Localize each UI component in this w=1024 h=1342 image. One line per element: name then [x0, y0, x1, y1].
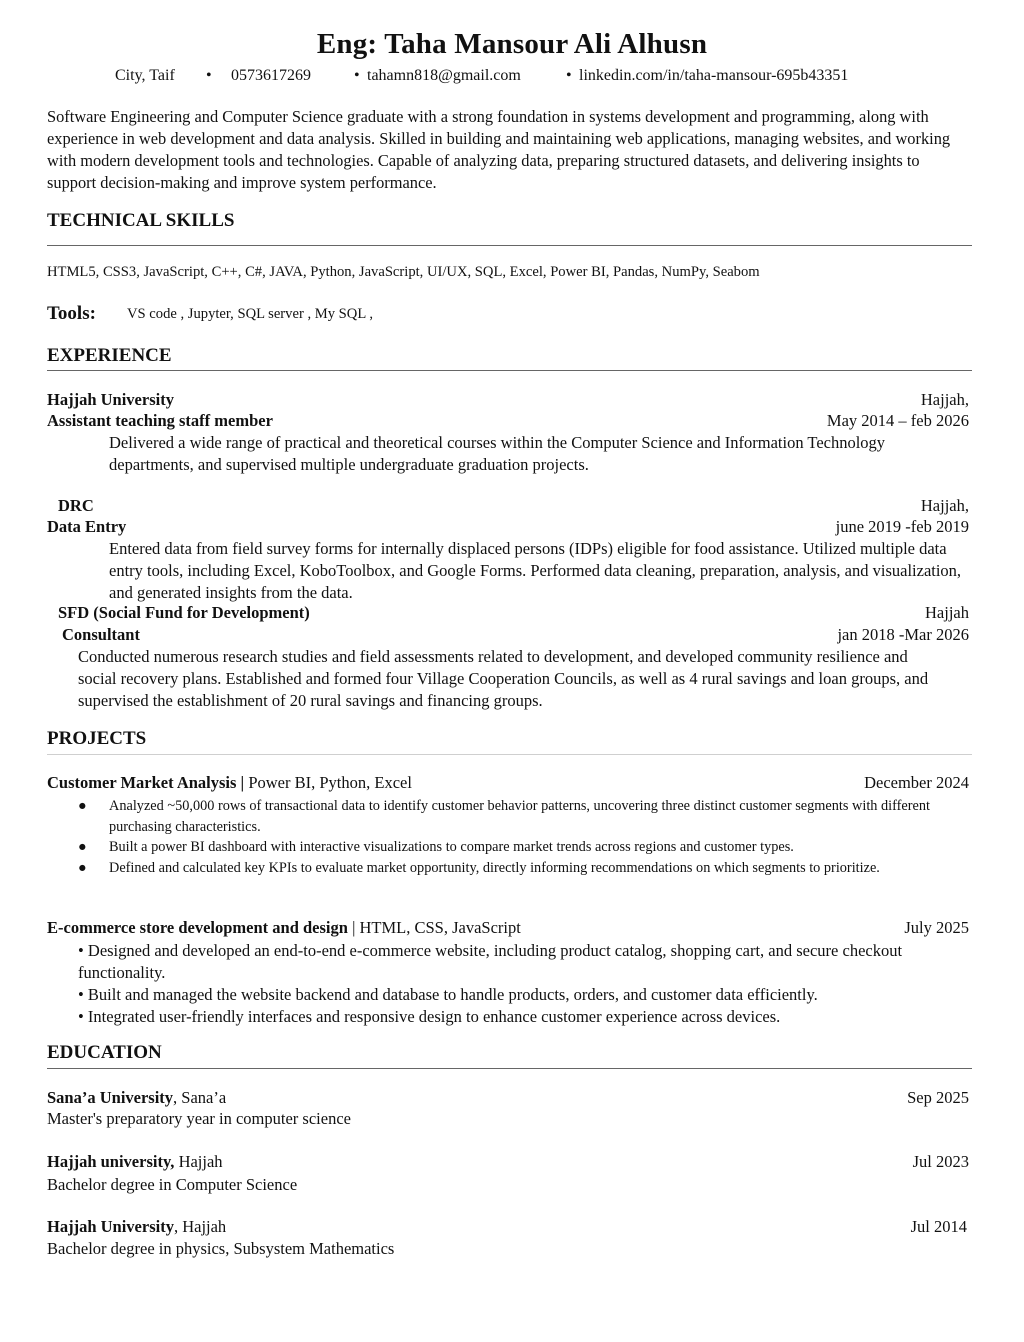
- contact-phone: 0573617269: [231, 67, 311, 84]
- bullet-dot-icon: ●: [78, 839, 87, 855]
- section-title-projects: PROJECTS: [47, 728, 147, 749]
- section-divider: [47, 1068, 972, 1069]
- list-item: ● Analyzed ~50,000 rows of transactional data to identify customer behavior patterns, uncovering three distinct customer segments with different purchasing characteristics.: [78, 798, 930, 835]
- candidate-name: Eng: Taha Mansour Ali Alhusn: [316, 28, 708, 60]
- education-school: Hajjah university, Hajjah: [47, 1152, 223, 1171]
- education-degree: Bachelor degree in Computer Science: [47, 1175, 298, 1194]
- list-item: • Built and managed the website backend and database to handle products, orders, and customer data efficiently.: [78, 985, 818, 1004]
- education-degree: Bachelor degree in physics, Subsystem Mathematics: [47, 1239, 395, 1258]
- job-org: SFD (Social Fund for Development): [58, 603, 310, 622]
- bullet-dot-icon: ●: [78, 798, 87, 814]
- section-divider: [47, 754, 972, 755]
- skills-list: HTML5, CSS3, JavaScript, C++, C#, JAVA, Python, JavaScript, UI/UX, SQL, Excel, Power BI, Pandas, NumPy, Seabom: [47, 264, 760, 280]
- job-org: DRC: [58, 496, 94, 515]
- project-tech: Power BI, Python, Excel: [244, 773, 412, 792]
- project-date: July 2025: [904, 918, 969, 937]
- list-item: • Designed and developed an end-to-end e-commerce website, including product catalog, shopping cart, and secure checkout functionality.: [78, 941, 903, 982]
- list-item: • Integrated user-friendly interfaces and responsive design to enhance customer experience across devices.: [78, 1007, 781, 1026]
- bullet-dot-icon: ●: [78, 859, 87, 876]
- job-description: Entered data from field survey forms for internally displaced persons (IDPs) eligible for food assistance. Utilized multiple data entry tools, including Excel, KoboToolbox, and Google Forms. Performed data cleaning, preparation, analysis, and visualization, and generated insights from the data.: [109, 539, 962, 602]
- job-role: Consultant: [62, 625, 140, 644]
- job-dates: May 2014 – feb 2026: [826, 411, 969, 430]
- job-description: Delivered a wide range of practical and theoretical courses within the Computer Science and Information Technology departments, and supervised multiple undergraduate graduation projects.: [109, 433, 886, 474]
- job-location: Hajjah,: [920, 496, 969, 515]
- professional-summary: Software Engineering and Computer Science graduate with a strong foundation in systems development and programming, along with experience in web development and data analysis. Skilled in building and maintaining web applications, managing websites, and working with modern development tools and technologies. Capable of analyzing data, preparing structured datasets, and delivering insights to support decision-making and improve system performance.: [47, 107, 951, 192]
- job-location: Hajjah,: [920, 390, 969, 409]
- section-title-education: EDUCATION: [47, 1042, 162, 1063]
- bullet-separator: •: [206, 67, 212, 84]
- project-tech: | HTML, CSS, JavaScript: [347, 918, 521, 937]
- project-bullets: [78, 940, 968, 1028]
- tools-list: VS code , Jupyter, SQL server , My SQL ,: [127, 306, 373, 322]
- education-date: Jul 2014: [910, 1217, 967, 1236]
- job-org: Hajjah University: [47, 390, 174, 409]
- section-title-experience: EXPERIENCE: [47, 345, 172, 366]
- project-bullets: [78, 796, 968, 878]
- tools-label: Tools:: [47, 303, 96, 324]
- education-date: Jul 2023: [912, 1152, 969, 1171]
- job-dates: jan 2018 -Mar 2026: [837, 625, 969, 644]
- job-location: Hajjah: [925, 603, 969, 622]
- job-role: Data Entry: [47, 517, 127, 536]
- section-divider: [47, 370, 972, 371]
- education-school: Sana’a University, Sana’a: [47, 1088, 227, 1107]
- bullet-separator: •: [354, 67, 360, 84]
- project-heading: [47, 918, 521, 938]
- list-item: ● Defined and calculated key KPIs to evaluate market opportunity, directly informing recommendations on which segments to prioritize.: [78, 858, 968, 879]
- project-date: December 2024: [864, 773, 969, 792]
- job-description: Conducted numerous research studies and field assessments related to development, and developed community resilience and social recovery plans. Established and formed four Village Cooperation Councils, as well as 4 rural savings and loan groups, and supervised the establishment of 20 rural savings and financing groups.: [78, 647, 929, 710]
- job-dates: june 2019 -feb 2019: [835, 517, 969, 536]
- education-degree: Master's preparatory year in computer science: [47, 1109, 351, 1128]
- contact-location: City, Taif: [115, 67, 175, 84]
- education-school: Hajjah University, Hajjah: [47, 1217, 227, 1236]
- section-divider: [47, 245, 972, 246]
- list-item: ● Built a power BI dashboard with interactive visualizations to compare market trends across regions and customer types.: [78, 837, 968, 858]
- job-role: Assistant teaching staff member: [47, 411, 273, 430]
- education-date: Sep 2025: [907, 1088, 969, 1107]
- project-name: Customer Market Analysis |: [47, 773, 245, 792]
- contact-linkedin[interactable]: linkedin.com/in/taha-mansour-695b43351: [579, 67, 849, 84]
- project-name: E-commerce store development and design: [47, 918, 348, 937]
- bullet-separator: •: [566, 67, 572, 84]
- contact-email[interactable]: tahamn818@gmail.com: [367, 67, 521, 84]
- section-title-skills: TECHNICAL SKILLS: [47, 210, 235, 231]
- project-heading: [47, 773, 412, 793]
